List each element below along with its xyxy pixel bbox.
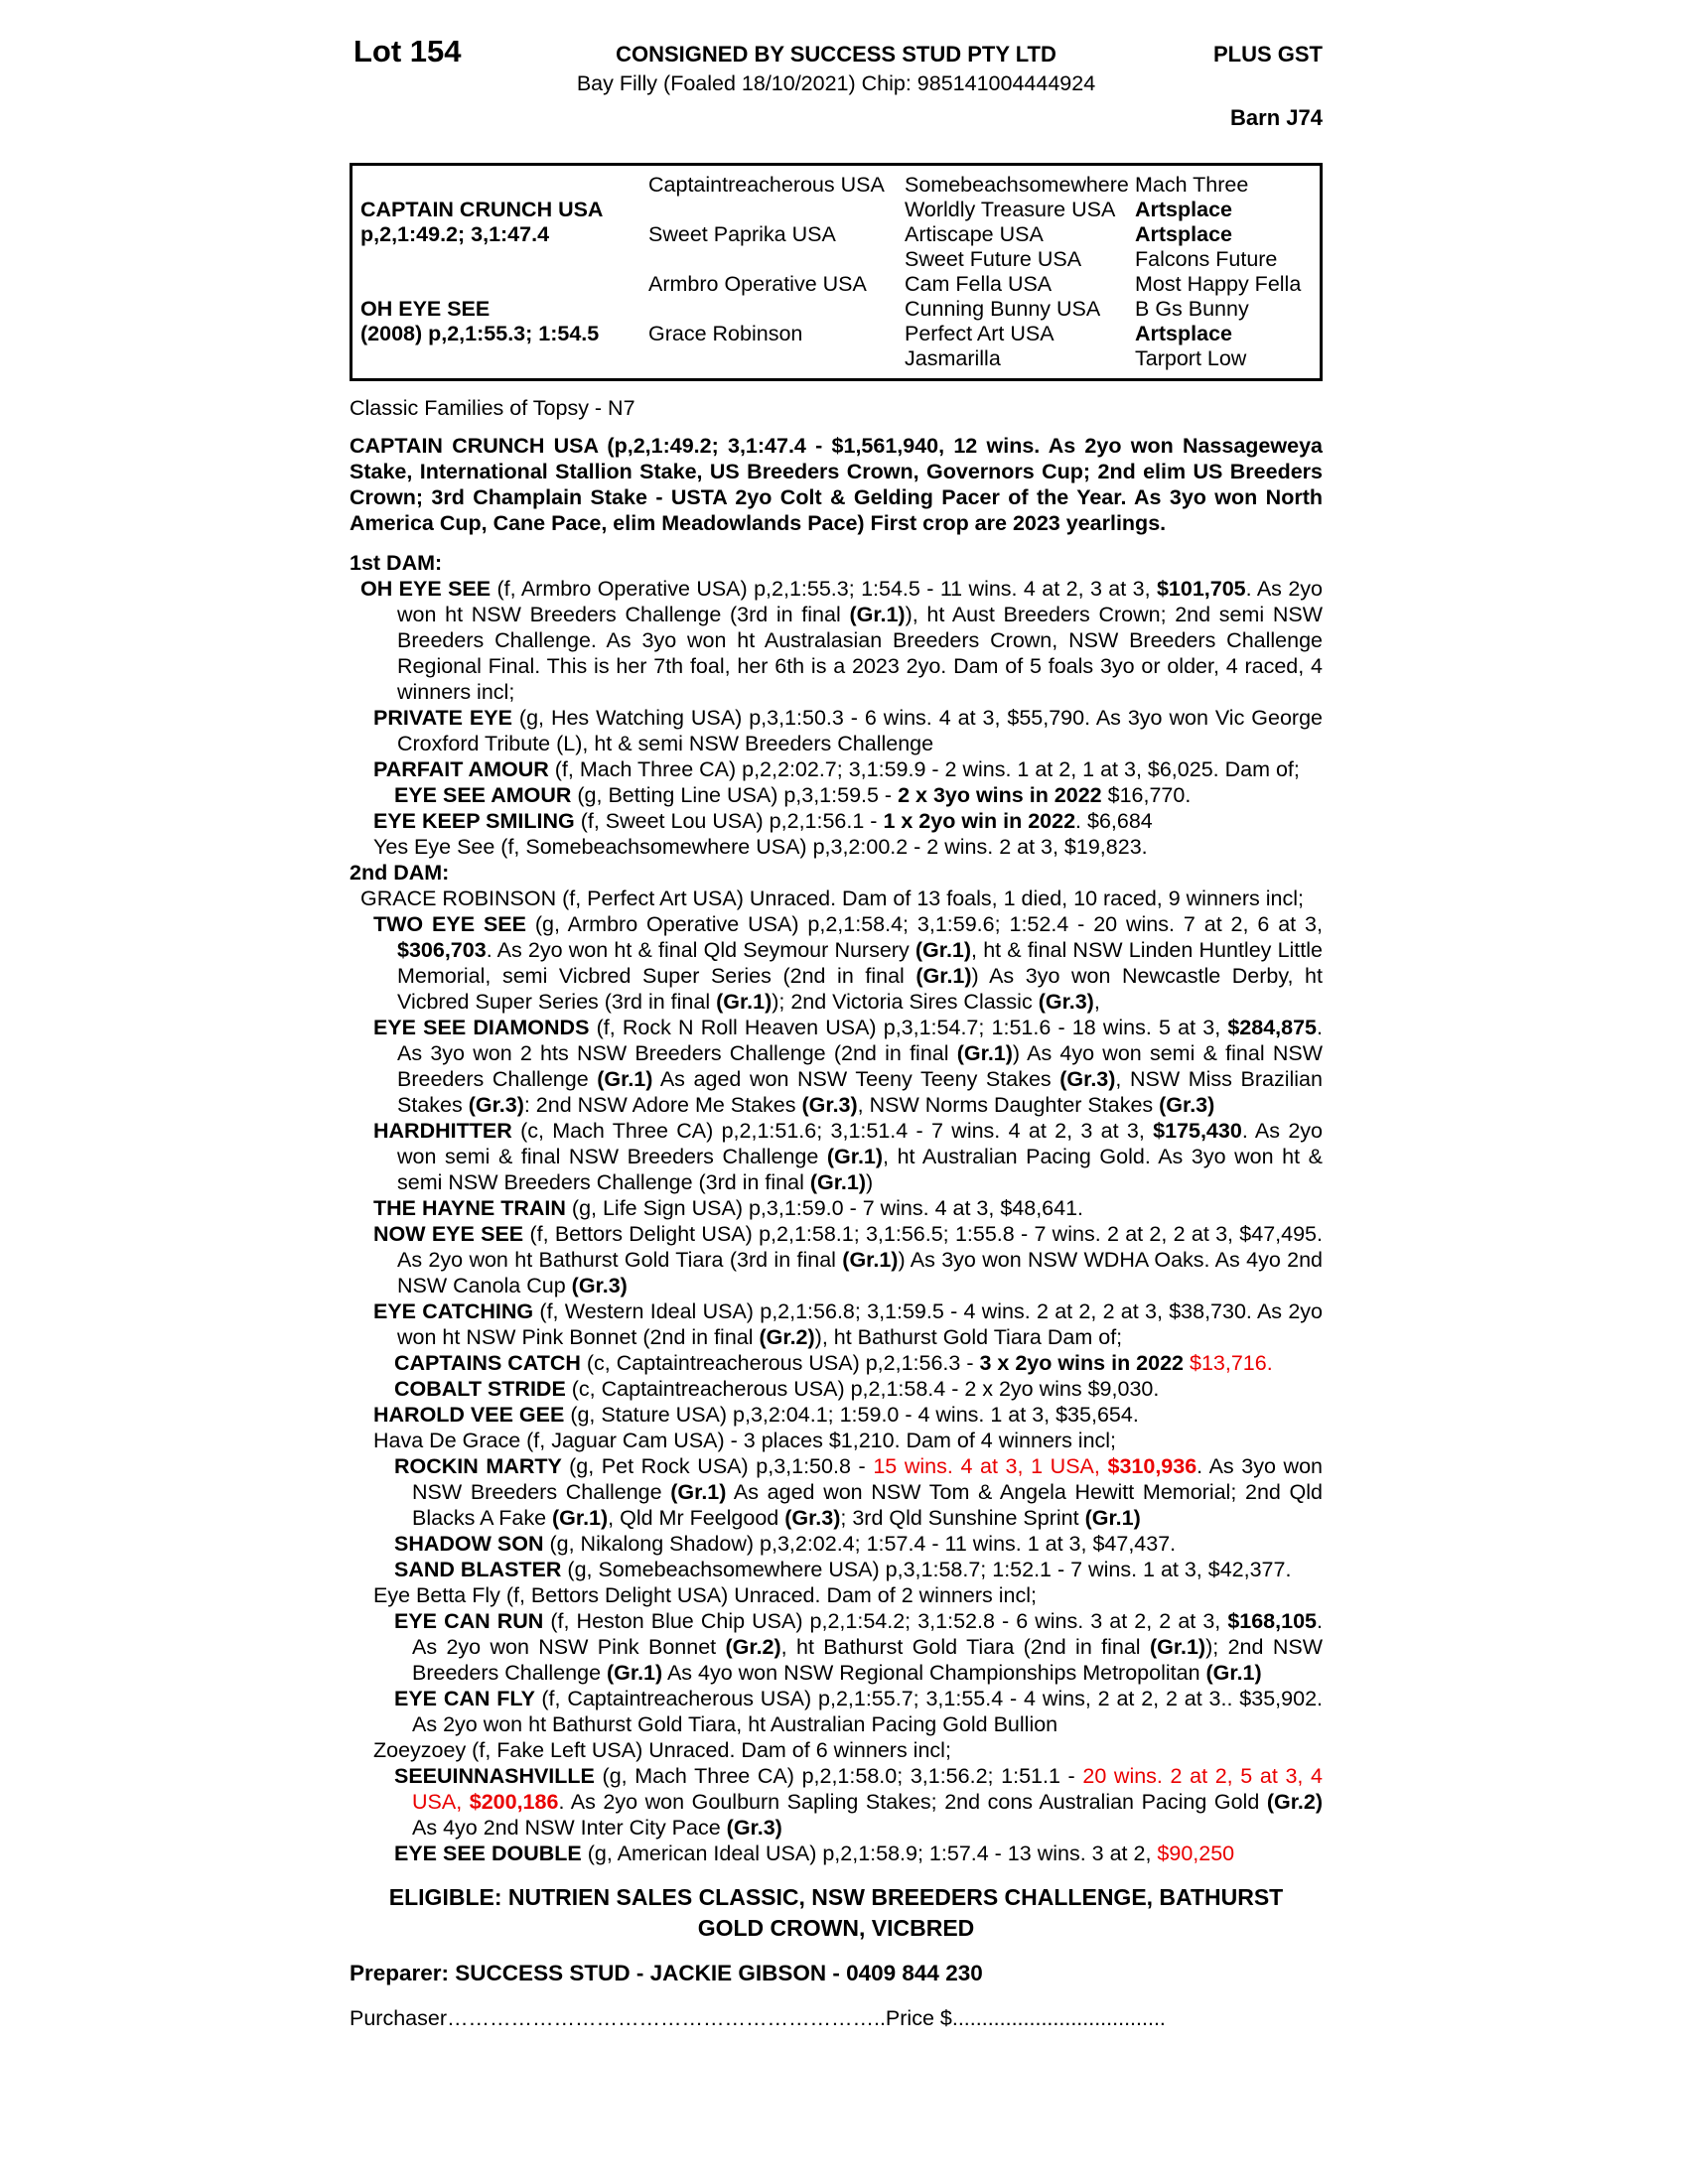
pedigree-cell: Cunning Bunny USA <box>905 297 1101 321</box>
entry-text-segment: (Gr.1) <box>915 964 972 988</box>
entry-text-segment: (f, Heston Blue Chip USA) p,2,1:54.2; 3,1:52.8 - 6 wins. 3 at 2, 2 at 3, <box>550 1609 1228 1633</box>
entry-text-segment: As aged won NSW Tom & Angela Hewitt Memorial; 2nd Qld Blacks A Fake <box>412 1480 1323 1530</box>
entry-text-segment: $90,250 <box>1157 1842 1235 1865</box>
horse-description: Bay Filly (Foaled 18/10/2021) Chip: 985141004444924 <box>576 71 1096 95</box>
entry-text-segment: (g, Hes Watching USA) p,3,1:50.3 - 6 wins. 4 at 3, $55,790. As 3yo won Vic George Croxford Tribute (L), ht & semi NSW Breeders Challenge <box>397 706 1323 755</box>
pedigree-cell <box>360 247 648 272</box>
entry-text-segment: , ht & final NSW Linden Huntley Little Memorial, semi Vicbred Super Series (2nd in final <box>397 938 1323 988</box>
entry-text-segment: Yes Eye See (f, Somebeachsomewhere USA) p,3,2:00.2 - 2 wins. 2 at 3, $19,823. <box>373 835 1148 859</box>
preparer-line: Preparer: SUCCESS STUD - JACKIE GIBSON - 0409 844 230 <box>350 1961 983 1985</box>
entry-text-segment: PARFAIT AMOUR <box>373 757 555 781</box>
pedigree-cell <box>648 198 905 222</box>
pedigree-entry <box>350 705 1323 756</box>
entry-text-segment: (f, Sweet Lou USA) p,2,1:56.1 - <box>580 809 884 833</box>
entry-text-segment: 2 x 3yo wins in 2022 <box>898 783 1102 807</box>
pedigree-cell: Artsplace <box>1135 222 1232 246</box>
pedigree-entry <box>350 1557 1323 1582</box>
entry-text-segment: . As 2yo won Goulburn Sapling Stakes; 2nd cons Australian Pacing Gold <box>558 1790 1267 1814</box>
entry-text-segment: ) As 4yo won semi & final NSW Breeders Challenge <box>397 1041 1323 1091</box>
entry-text-segment: $16,770. <box>1101 783 1192 807</box>
pedigree-entry <box>350 1737 1323 1763</box>
entry-text-segment: : 2nd NSW Adore Me Stakes <box>523 1093 802 1117</box>
entry-text-segment: (g, Armbro Operative USA) p,2,1:58.4; 3,1:59.6; 1:52.4 - 20 wins. 7 at 2, 6 at 3, <box>534 912 1323 936</box>
entry-text-segment: (Gr.2) <box>725 1635 781 1659</box>
pedigree-entry <box>350 1118 1323 1195</box>
pedigree-cell: Perfect Art USA <box>905 322 1055 345</box>
pedigree-row <box>360 198 1320 222</box>
entry-text-segment: , Qld Mr Feelgood <box>608 1506 785 1530</box>
pedigree-entry <box>350 808 1323 834</box>
plus-gst-label: PLUS GST <box>1212 42 1323 67</box>
pedigree-entry <box>350 1298 1323 1350</box>
entry-text-segment: Hava De Grace (f, Jaguar Cam USA) - 3 places $1,210. Dam of 4 winners incl; <box>373 1429 1117 1452</box>
pedigree-cell: Most Happy Fella <box>1135 272 1302 296</box>
pedigree-entries <box>350 433 1323 1866</box>
consignor-line: CONSIGNED BY SUCCESS STUD PTY LTD <box>616 42 1056 67</box>
entry-text-segment: PRIVATE EYE <box>373 706 519 730</box>
entry-text-segment: 3 x 2yo wins in 2022 <box>979 1351 1185 1375</box>
entry-text-segment: ROCKIN MARTY <box>394 1454 570 1478</box>
entry-text-segment: CAPTAIN CRUNCH USA (p,2,1:49.2; 3,1:47.4 - $1,561,940, 12 wins. As 2yo won Nassageweya Stake, International Stallion Stake, US Breeders Crown, Governors Cup; 2nd elim US Breeders Crown; 3rd Champlain Stake - USTA 2yo Colt & Gelding Pacer of the Year. As 3yo won North America Cup, Cane Pace, elim Meadowlands Pace) First crop are 2023 yearlings. <box>350 434 1323 535</box>
entry-text-segment: COBALT STRIDE <box>394 1377 572 1401</box>
entry-text-segment: . As 3yo won NSW Breeders Challenge <box>412 1454 1324 1504</box>
entry-text-segment: EYE CATCHING <box>373 1299 540 1323</box>
entry-text-segment: CAPTAINS CATCH <box>394 1351 587 1375</box>
pedigree-cell <box>648 346 905 371</box>
pedigree-entry <box>350 860 1323 886</box>
pedigree-entry <box>350 1531 1323 1557</box>
entry-text-segment: EYE CAN FLY <box>394 1687 542 1710</box>
pedigree-entry <box>350 886 1323 911</box>
eligibility-line-1: ELIGIBLE: NUTRIEN SALES CLASSIC, NSW BREEDERS CHALLENGE, BATHURST <box>388 1884 1284 1910</box>
eligibility-line-2: GOLD CROWN, VICBRED <box>697 1915 975 1941</box>
pedigree-cell: Sweet Paprika USA <box>648 222 836 246</box>
entry-text-segment: (Gr.1) <box>607 1661 663 1685</box>
entry-text-segment: EYE SEE AMOUR <box>394 783 578 807</box>
entry-text-segment: ) <box>866 1170 874 1194</box>
pedigree-cell: Artiscape USA <box>905 222 1044 246</box>
pedigree-cell <box>648 297 905 322</box>
pedigree-cell: OH EYE SEE <box>360 297 491 321</box>
pedigree-row <box>360 247 1320 272</box>
pedigree-cell: Artsplace <box>1135 322 1232 345</box>
entry-text-segment: (Gr.1) <box>1149 1635 1206 1659</box>
pedigree-entry <box>350 433 1323 536</box>
entry-text-segment: (Gr.3) <box>571 1274 628 1297</box>
entry-text-segment: $284,875 <box>1227 1016 1318 1039</box>
entry-text-segment: Zoeyzoey (f, Fake Left USA) Unraced. Dam of 6 winners incl; <box>373 1738 951 1762</box>
entry-text-segment: (Gr.3) <box>801 1093 858 1117</box>
entry-text-segment: . As 2yo won NSW Pink Bonnet <box>412 1609 1323 1659</box>
entry-text-segment: 1 x 2yo win in 2022 <box>883 809 1076 833</box>
pedigree-cell: (2008) p,2,1:55.3; 1:54.5 <box>360 322 600 345</box>
pedigree-cell: Worldly Treasure USA <box>905 198 1116 221</box>
entry-text-segment: NOW EYE SEE <box>373 1222 530 1246</box>
entry-text-segment: ), ht Aust Breeders Crown; 2nd semi NSW Breeders Challenge. As 3yo won ht Australasian Breeders Crown, NSW Breeders Challenge Regional Final. This is her 7th foal, her 6th is a 2023 2yo. Dam of 5 foals 3yo or older, 4 raced, 4 winners incl; <box>397 603 1323 704</box>
entry-text-segment: . As 2yo won ht NSW Breeders Challenge (3rd in final <box>397 577 1323 626</box>
entry-text-segment: 1st DAM: <box>350 551 443 575</box>
pedigree-cell: Armbro Operative USA <box>648 272 867 296</box>
entry-text-segment: TWO EYE SEE <box>373 912 535 936</box>
pedigree-entry <box>350 1841 1323 1866</box>
entry-text-segment: $200,186 <box>469 1790 559 1814</box>
entry-text-segment: (g, Nikalong Shadow) p,3,2:02.4; 1:57.4 - 11 wins. 1 at 3, $47,437. <box>549 1532 1177 1556</box>
entry-text-segment: . As 2yo won semi & final NSW Breeders Challenge <box>397 1119 1323 1168</box>
entry-text-segment: 2nd DAM: <box>350 861 450 885</box>
pedigree-entry <box>350 1195 1323 1221</box>
entry-text-segment: (Gr.1) <box>826 1145 884 1168</box>
entry-text-segment: SAND BLASTER <box>394 1558 568 1581</box>
entry-text-segment: (Gr.3) <box>468 1093 524 1117</box>
entry-text-segment: (f, Bettors Delight USA) p,2,1:58.1; 3,1:56.5; 1:55.8 - 7 wins. 2 at 2, 2 at 3, $47,495. As 2yo won ht Bathurst Gold Tiara (3rd in final <box>397 1222 1323 1272</box>
pedigree-entry <box>350 1453 1323 1531</box>
entry-text-segment: (f, Western Ideal USA) p,2,1:56.8; 3,1:59.5 - 4 wins. 2 at 2, 2 at 3, $38,730. As 2yo won ht NSW Pink Bonnet (2nd in final <box>397 1299 1323 1349</box>
pedigree-cell <box>360 272 648 297</box>
pedigree-cell: Captaintreacherous USA <box>648 173 885 197</box>
entry-text-segment: SHADOW SON <box>394 1532 550 1556</box>
entry-text-segment: (g, Betting Line USA) p,3,1:59.5 - <box>577 783 899 807</box>
pedigree-cell: Grace Robinson <box>648 322 803 345</box>
pedigree-entry <box>350 576 1323 705</box>
eligibility-block <box>350 1882 1323 1944</box>
pedigree-entry <box>350 1376 1323 1402</box>
entry-text-segment: (Gr.2) <box>1266 1790 1323 1814</box>
pedigree-cell: Tarport Low <box>1135 346 1247 370</box>
pedigree-cell: B Gs Bunny <box>1135 297 1249 321</box>
entry-text-segment: ); 2nd Victoria Sires Classic <box>772 990 1039 1014</box>
pedigree-cell: p,2,1:49.2; 3,1:47.4 <box>360 222 550 246</box>
pedigree-cell <box>360 173 648 198</box>
entry-text-segment: , NSW Norms Daughter Stakes <box>857 1093 1160 1117</box>
pedigree-row <box>360 297 1320 322</box>
pedigree-row <box>360 322 1320 346</box>
pedigree-entry <box>350 1582 1323 1608</box>
pedigree-row <box>360 346 1320 371</box>
entry-text-segment: EYE CAN RUN <box>394 1609 551 1633</box>
entry-text-segment: $306,703 <box>397 938 487 962</box>
entry-text-segment: (Gr.1) <box>716 990 773 1014</box>
entry-text-segment: (f, Rock N Roll Heaven USA) p,3,1:54.7; 1:51.6 - 18 wins. 5 at 3, <box>596 1016 1228 1039</box>
entry-text-segment: HAROLD VEE GEE <box>373 1403 571 1427</box>
entry-text-segment: , ht Bathurst Gold Tiara (2nd in final <box>780 1635 1150 1659</box>
entry-text-segment: (g, Mach Three CA) p,2,1:58.0; 3,1:56.2; 1:51.1 - <box>602 1764 1083 1788</box>
pedigree-entry <box>350 1350 1323 1376</box>
entry-text-segment: (g, Life Sign USA) p,3,1:59.0 - 7 wins. 4 at 3, $48,641. <box>571 1196 1084 1220</box>
entry-text-segment: (g, American Ideal USA) p,2,1:58.9; 1:57.4 - 13 wins. 3 at 2, <box>587 1842 1158 1865</box>
entry-text-segment: , <box>1093 990 1100 1014</box>
page-content <box>350 0 1323 2031</box>
entry-text-segment: (Gr.1) <box>1084 1506 1141 1530</box>
pedigree-cell <box>360 346 648 371</box>
entry-text-segment: (Gr.3) <box>1059 1067 1116 1091</box>
entry-text-segment: . $6,684 <box>1075 809 1153 833</box>
entry-text-segment: (g, Stature USA) p,3,2:04.1; 1:59.0 - 4 wins. 1 at 3, $35,654. <box>570 1403 1139 1427</box>
entry-text-segment: (Gr.1) <box>849 603 906 626</box>
entry-text-segment: . As 3yo won 2 hts NSW Breeders Challenge (2nd in final <box>397 1016 1324 1065</box>
pedigree-cell: Falcons Future <box>1135 247 1278 271</box>
entry-text-segment: OH EYE SEE <box>360 577 497 601</box>
pedigree-row <box>360 222 1320 247</box>
entry-text-segment: ) As 3yo won NSW WDHA Oaks. As 4yo 2nd NSW Canola Cup <box>397 1248 1323 1297</box>
pedigree-entry <box>350 1686 1323 1737</box>
entry-text-segment: HARDHITTER <box>373 1119 521 1143</box>
entry-text-segment: EYE SEE DOUBLE <box>394 1842 588 1865</box>
entry-text-segment: (c, Mach Three CA) p,2,1:51.6; 3,1:51.4 - 7 wins. 4 at 2, 3 at 3, <box>520 1119 1154 1143</box>
pedigree-cell <box>648 247 905 272</box>
entry-text-segment: SEEUINNASHVILLE <box>394 1764 603 1788</box>
entry-text-segment: GRACE ROBINSON (f, Perfect Art USA) Unraced. Dam of 13 foals, 1 died, 10 raced, 9 winners incl; <box>360 887 1304 910</box>
entry-text-segment: (Gr.1) <box>552 1506 609 1530</box>
entry-text-segment: As 4yo 2nd NSW Inter City Pace <box>412 1816 727 1840</box>
entry-text-segment: (Gr.1) <box>914 938 972 962</box>
pedigree-entry <box>350 1608 1323 1686</box>
purchaser-price-line: Purchaser……………………………………………………..Price $.................................... <box>350 2006 1166 2030</box>
entry-text-segment: As aged won NSW Teeny Teeny Stakes <box>652 1067 1060 1091</box>
entry-text-segment: (c, Captaintreacherous USA) p,2,1:56.3 - <box>586 1351 980 1375</box>
entry-text-segment: (f, Mach Three CA) p,2,2:02.7; 3,1:59.9 - 2 wins. 1 at 2, 1 at 3, $6,025. Dam of; <box>554 757 1300 781</box>
pedigree-entry <box>350 756 1323 782</box>
entry-text-segment: (Gr.1) <box>597 1067 653 1091</box>
entry-text-segment: $168,105 <box>1227 1609 1317 1633</box>
entry-text-segment: (Gr.3) <box>784 1506 841 1530</box>
entry-text-segment: (Gr.1) <box>809 1170 866 1194</box>
entry-text-segment: Eye Betta Fly (f, Bettors Delight USA) Unraced. Dam of 2 winners incl; <box>373 1583 1037 1607</box>
lot-number: Lot 154 <box>353 34 462 68</box>
entry-text-segment: $101,705 <box>1156 577 1246 601</box>
entry-text-segment: (f, Captaintreacherous USA) p,2,1:55.7; 3,1:55.4 - 4 wins, 2 at 2, 2 at 3.. $35,902. As 2yo won ht Bathurst Gold Tiara, ht Australian Pacing Gold Bullion <box>412 1687 1323 1736</box>
entry-text-segment: , NSW Miss Brazilian Stakes <box>397 1067 1323 1117</box>
pedigree-entry <box>350 1428 1323 1453</box>
entry-text-segment: (g, Somebeachsomewhere USA) p,3,1:58.7; 1:52.1 - 7 wins. 1 at 3, $42,377. <box>567 1558 1292 1581</box>
classic-families-line: Classic Families of Topsy - N7 <box>350 396 635 420</box>
pedigree-row <box>360 272 1320 297</box>
pedigree-entry <box>350 1402 1323 1428</box>
entry-text-segment: (Gr.3) <box>1038 990 1094 1014</box>
entry-text-segment: $310,936 <box>1107 1454 1197 1478</box>
pedigree-cell: Artsplace <box>1135 198 1232 221</box>
entry-text-segment: (Gr.1) <box>956 1041 1013 1065</box>
pedigree-cell: Mach Three <box>1135 173 1249 197</box>
entry-text-segment: EYE KEEP SMILING <box>373 809 581 833</box>
pedigree-cell: Somebeachsomewhere <box>905 173 1129 197</box>
pedigree-cell: Cam Fella USA <box>905 272 1053 296</box>
entry-text-segment: (g, Pet Rock USA) p,3,1:50.8 - <box>569 1454 874 1478</box>
pedigree-entry <box>350 911 1323 1015</box>
page-header <box>350 0 1323 163</box>
entry-text-segment: EYE SEE DIAMONDS <box>373 1016 597 1039</box>
entry-text-segment: As 4yo won NSW Regional Championships Metropolitan <box>662 1661 1206 1685</box>
entry-text-segment: (Gr.3) <box>726 1816 782 1840</box>
pedigree-entry <box>350 1763 1323 1841</box>
entry-text-segment: ), ht Bathurst Gold Tiara Dam of; <box>814 1325 1123 1349</box>
entry-text-segment: ); 2nd NSW Breeders Challenge <box>412 1635 1323 1685</box>
entry-text-segment: (f, Armbro Operative USA) p,2,1:55.3; 1:54.5 - 11 wins. 4 at 2, 3 at 3, <box>496 577 1157 601</box>
pedigree-entry <box>350 1221 1323 1298</box>
pedigree-entry <box>350 550 1323 576</box>
entry-text-segment: 15 wins. 4 at 3, 1 USA, <box>873 1454 1108 1478</box>
pedigree-cell: Sweet Future USA <box>905 247 1082 271</box>
entry-text-segment: . As 2yo won ht & final Qld Seymour Nursery <box>486 938 915 962</box>
entry-text-segment: ; 3rd Qld Sunshine Sprint <box>840 1506 1085 1530</box>
pedigree-cell: Jasmarilla <box>905 346 1001 370</box>
pedigree-row <box>360 173 1320 198</box>
entry-text-segment: $175,430 <box>1153 1119 1242 1143</box>
pedigree-entry <box>350 1015 1323 1118</box>
entry-text-segment: 20 wins. 2 at 2, 5 at 3, 4 USA, <box>412 1764 1323 1814</box>
pedigree-entry <box>350 782 1323 808</box>
barn-number: Barn J74 <box>1230 105 1323 130</box>
entry-text-segment: $13,716. <box>1190 1351 1273 1375</box>
entry-text-segment: (c, Captaintreacherous USA) p,2,1:58.4 - 2 x 2yo wins $9,030. <box>571 1377 1160 1401</box>
pedigree-cell: CAPTAIN CRUNCH USA <box>360 198 604 221</box>
pedigree-entry <box>350 834 1323 860</box>
pedigree-table <box>350 163 1323 381</box>
entry-text-segment: (Gr.2) <box>759 1325 815 1349</box>
entry-text-segment: ) As 3yo won Newcastle Derby, ht Vicbred Super Series (3rd in final <box>397 964 1323 1014</box>
entry-text-segment: (Gr.1) <box>670 1480 727 1504</box>
entry-text-segment: , ht Australian Pacing Gold. As 3yo won ht & semi NSW Breeders Challenge (3rd in final <box>397 1145 1323 1194</box>
entry-text-segment: (Gr.1) <box>1205 1661 1262 1685</box>
entry-text-segment: (Gr.1) <box>842 1248 899 1272</box>
entry-text-segment: (Gr.3) <box>1159 1093 1215 1117</box>
entry-text-segment: THE HAYNE TRAIN <box>373 1196 572 1220</box>
